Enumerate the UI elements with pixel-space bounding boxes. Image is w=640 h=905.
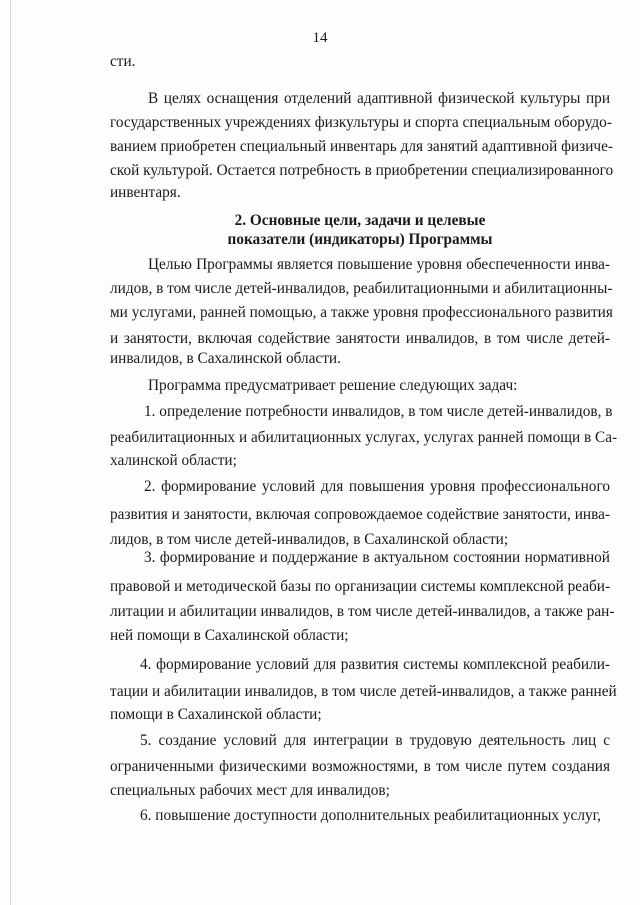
- task-line: 4. формирование условий для развития системы комплексной реабили-: [140, 656, 610, 673]
- text-line: В целях оснащения отделений адаптивной физической культуры при: [148, 90, 610, 107]
- text-line: ванием приобретен специальный инвентарь для занятий адаптивной физиче-: [110, 138, 613, 155]
- task-line: развития и занятости, включая сопровождаемое содействие занятости, инва-: [110, 506, 610, 523]
- text-line: ми услугами, ранней помощью, а также уровня профессионального развития: [110, 304, 613, 321]
- tasks-intro: Программа предусматривает решение следующих задач:: [148, 377, 518, 394]
- task-line: ней помощи в Сахалинской области;: [110, 627, 349, 644]
- task-line: лидов, в том числе детей-инвалидов, в Сахалинской области;: [110, 531, 509, 548]
- task-line: помощи в Сахалинской области;: [110, 706, 322, 723]
- text-line: ской культурой. Остается потребность в приобретении специализированного: [110, 162, 614, 179]
- text-line: лидов, в том числе детей-инвалидов, реабилитационными и абилитационны-: [110, 280, 613, 297]
- section-heading: 2. Основные цели, задачи и целевые: [234, 212, 486, 229]
- text-line: государственных учреждениях физкультуры и спорта специальным оборудо-: [110, 114, 612, 131]
- task-line: тации и абилитации инвалидов, в том числе детей-инвалидов, а также ранней: [110, 683, 617, 700]
- section-heading: показатели (индикаторы) Программы: [227, 231, 493, 248]
- text-line: инвалидов, в Сахалинской области.: [110, 350, 341, 367]
- text-line: сти.: [110, 53, 136, 70]
- task-line: 1. определение потребности инвалидов, в том числе детей-инвалидов, в: [144, 403, 613, 420]
- page-number: 14: [312, 30, 328, 46]
- task-line: правовой и методической базы по организации системы комплексной реаби-: [110, 578, 611, 595]
- text-line: и занятости, включая содействие занятости инвалидов, в том числе детей-: [110, 330, 610, 347]
- task-line: специальных рабочих мест для инвалидов;: [110, 782, 390, 799]
- task-line: халинской области;: [110, 452, 237, 469]
- task-line: реабилитационных и абилитационных услугах, услугах ранней помощи в Са-: [110, 429, 618, 446]
- task-line: ограниченными физическими возможностями, в том числе путем создания: [110, 758, 610, 775]
- text-line: Целью Программы является повышение уровня обеспеченности инва-: [148, 256, 610, 273]
- text-line: инвентаря.: [110, 184, 181, 201]
- task-line: 5. создание условий для интеграции в трудовую деятельность лиц с: [140, 732, 610, 749]
- task-line: 6. повышение доступности дополнительных реабилитационных услуг,: [140, 807, 601, 824]
- task-line: литации и абилитации инвалидов, в том числе детей-инвалидов, а также ран-: [110, 603, 615, 620]
- task-line: 3. формирование и поддержание в актуальном состоянии нормативной: [144, 549, 610, 566]
- scan-edge-line: [10, 0, 11, 905]
- task-line: 2. формирование условий для повышения уровня профессионального: [144, 478, 610, 495]
